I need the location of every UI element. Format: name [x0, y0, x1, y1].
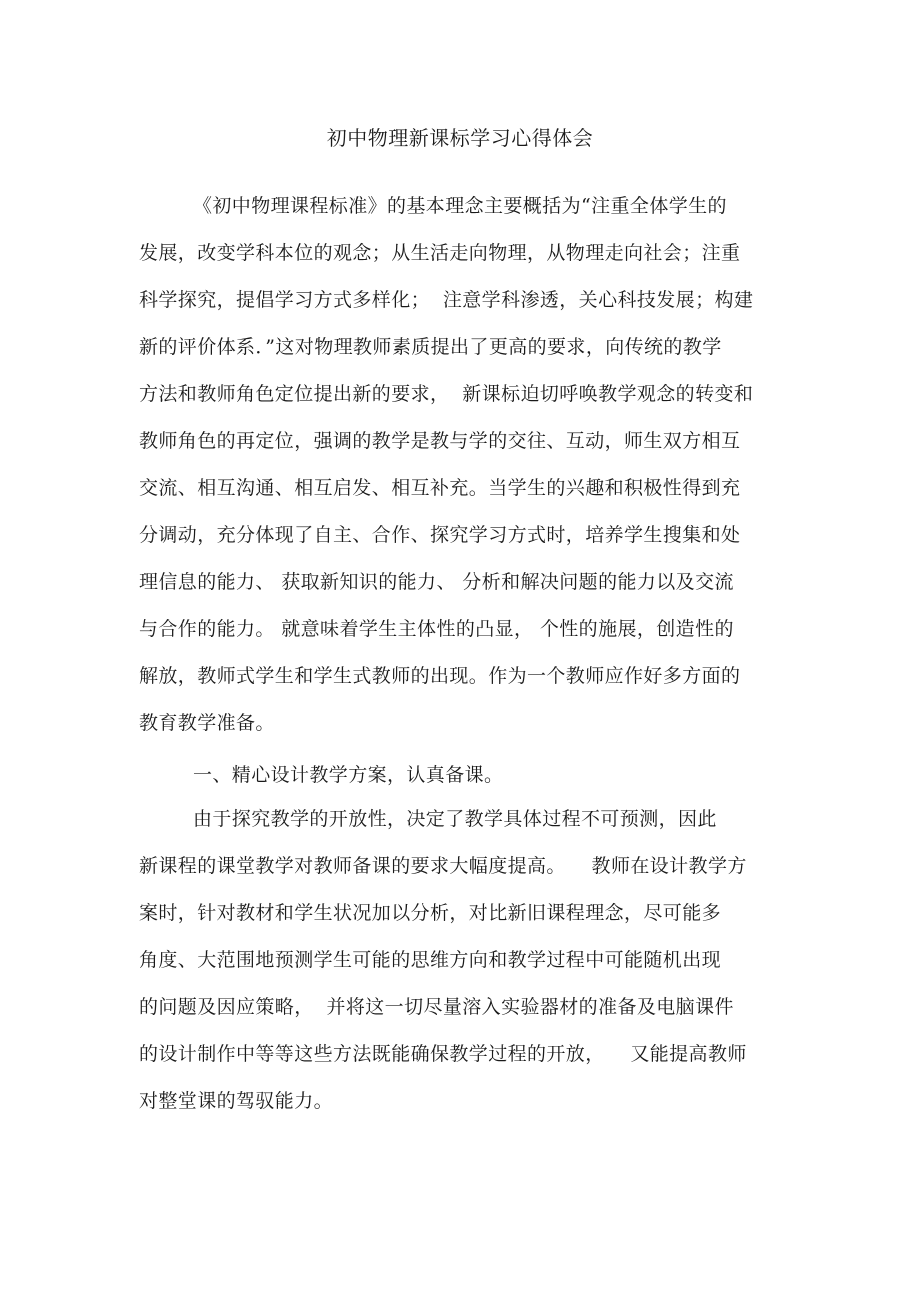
section-heading: 一、精心设计教学方案，认真备课。 — [193, 764, 504, 786]
paragraph-line: 的问题及因应策略， 并将这一切尽量溶入实验器材的准备及电脑课件 — [139, 996, 734, 1018]
document-title: 初中物理新课标学习心得体会 — [326, 126, 594, 150]
paragraph-line: 教育教学准备。 — [139, 712, 275, 734]
paragraph-line: 解放，教师式学生和学生式教师的出现。作为一个教师应作好多方面的 — [139, 665, 741, 687]
paragraph-line: 与合作的能力。 就意味着学生主体性的凸显， 个性的施展，创造性的 — [139, 618, 734, 640]
paragraph-line: 角度、大范围地预测学生可能的思维方向和教学过程中可能随机出现 — [139, 949, 722, 971]
paragraph-line: 案时，针对教材和学生状况加以分析，对比新旧课程理念，尽可能多 — [139, 902, 722, 924]
paragraph-line: 科学探究，提倡学习方式多样化； 注意学科渗透，关心科技发展；构建 — [139, 289, 754, 311]
paragraph-line: 教师角色的再定位，强调的教学是教与学的交往、互动，师生双方相互 — [139, 430, 741, 452]
paragraph-line: 新的评价体系．”这对物理教师素质提出了更高的要求，向传统的教学 — [139, 336, 722, 358]
paragraph-line: 的设计制作中等等这些方法既能确保教学过程的开放， 又能提高教师 — [139, 1043, 747, 1065]
paragraph-line: 由于探究教学的开放性，决定了教学具体过程不可预测，因此 — [193, 808, 717, 830]
paragraph-line: 交流、相互沟通、相互启发、相互补充。当学生的兴趣和积极性得到充 — [139, 477, 741, 499]
paragraph-line: 新课程的课堂教学对教师备课的要求大幅度提高。 教师在设计教学方 — [139, 855, 747, 877]
paragraph-line: 理信息的能力、 获取新知识的能力、 分析和解决问题的能力以及交流 — [139, 571, 734, 593]
paragraph-line: 《初中物理课程标准》的基本理念主要概括为“注重全体学生的 — [193, 195, 727, 217]
paragraph-line: 发展，改变学科本位的观念；从生活走向物理，从物理走向社会；注重 — [139, 242, 741, 264]
paragraph-line: 对整堂课的驾驭能力。 — [139, 1090, 334, 1112]
paragraph-line: 分调动，充分体现了自主、合作、探究学习方式时，培养学生搜集和处 — [139, 524, 741, 546]
paragraph-line: 方法和教师角色定位提出新的要求， 新课标迫切呼唤教学观念的转变和 — [139, 383, 754, 405]
